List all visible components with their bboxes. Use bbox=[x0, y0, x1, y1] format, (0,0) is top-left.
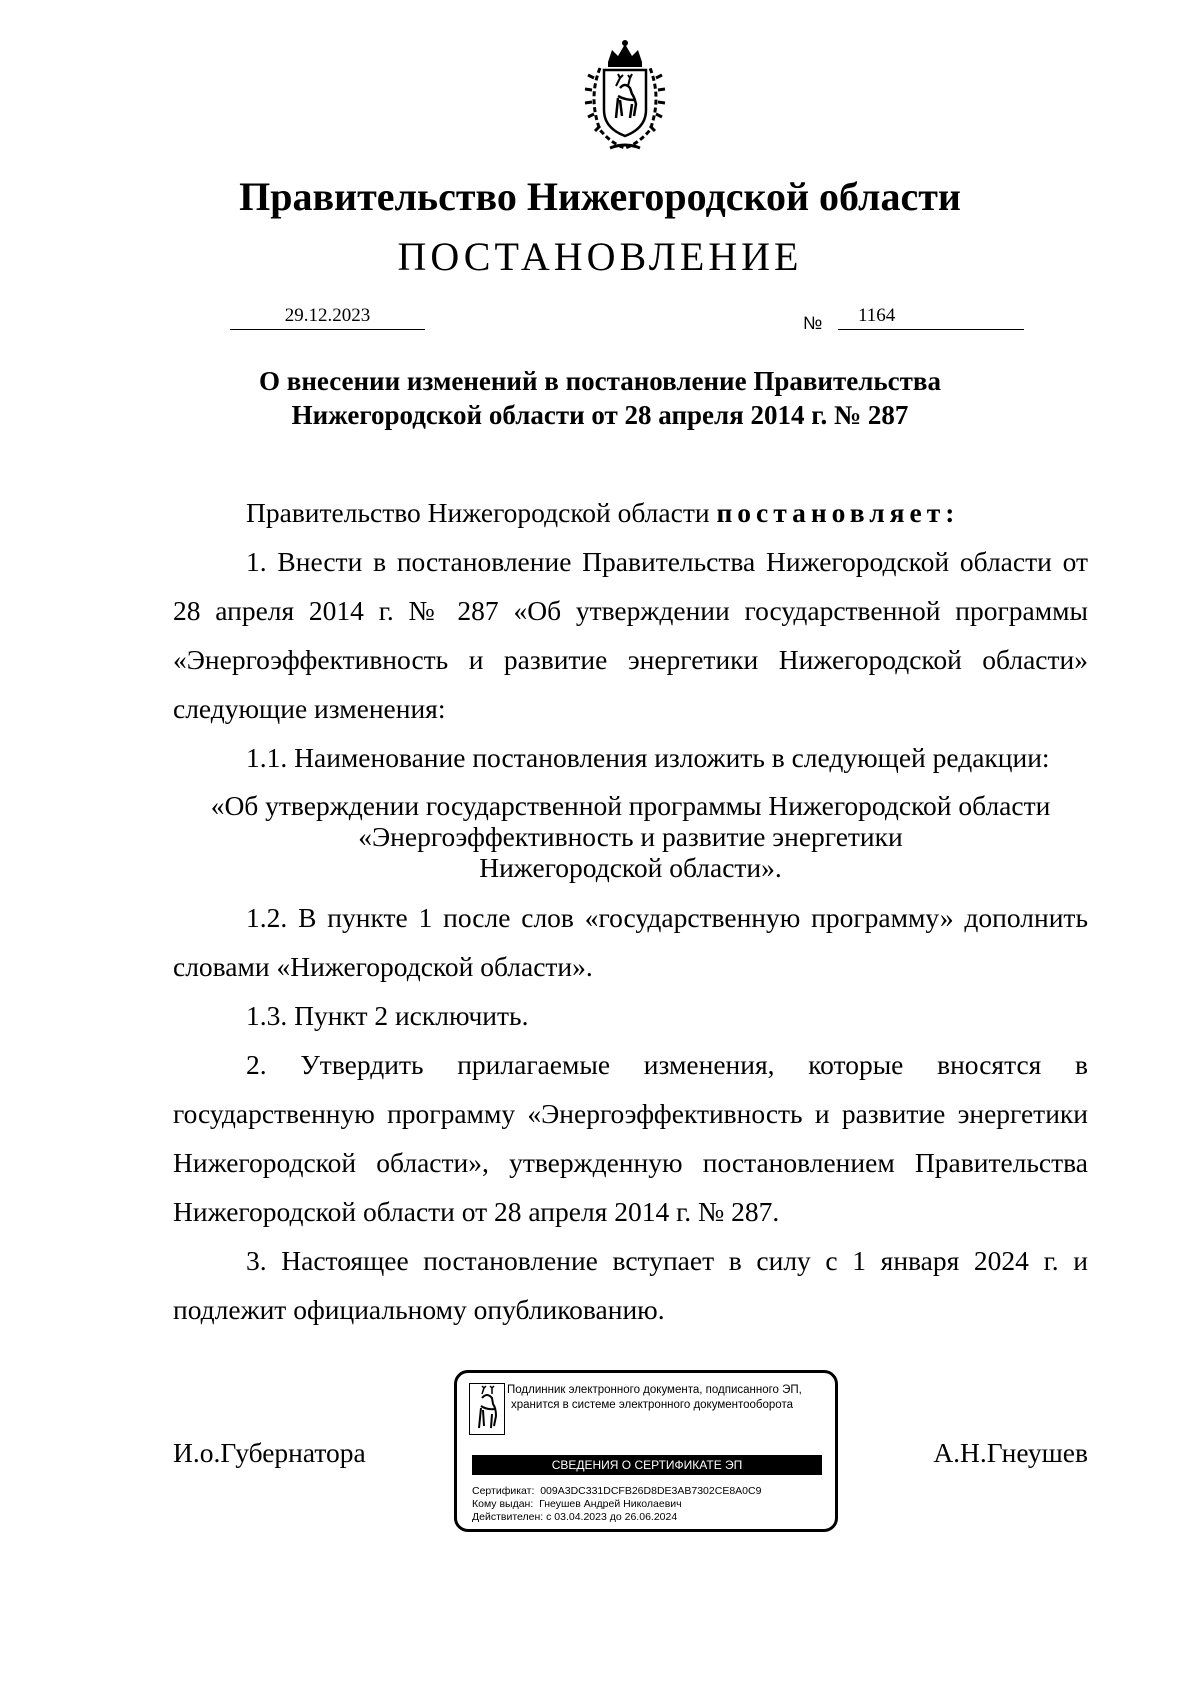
paragraph-1-2: 1.2. В пункте 1 после слов «государственную программу» дополнить словами «Нижегородской области». bbox=[173, 902, 1088, 982]
subject-line-1: О внесении изменений в постановление Правительства bbox=[259, 366, 941, 396]
document-body bbox=[173, 488, 1088, 1334]
stamp-line-2: хранится в системе электронного документооборота bbox=[511, 1399, 793, 1411]
document-subject bbox=[180, 364, 1020, 432]
stamp-header bbox=[507, 1383, 833, 1413]
validity-value: с 03.04.2023 до 26.06.2024 bbox=[546, 1511, 678, 1523]
issued-to-row bbox=[472, 1498, 832, 1511]
signatory-name: А.Н.Гнеушев bbox=[933, 1437, 1088, 1468]
quote-line-1: «Об утверждении государственной программы Нижегородской области bbox=[210, 790, 1051, 821]
quote-line-3: Нижегородской области». bbox=[479, 852, 782, 883]
issued-to-label: Кому выдан: bbox=[472, 1498, 534, 1510]
document-type: ПОСТАНОВЛЕНИЕ bbox=[397, 234, 803, 279]
certificate-details bbox=[472, 1485, 832, 1524]
subject-line-2: Нижегородской области от 28 апреля 2014 г. № 287 bbox=[291, 400, 909, 430]
new-title-quote bbox=[173, 790, 1088, 883]
document-date: 29.12.2023 bbox=[230, 303, 425, 330]
certificate-info-bar: СВЕДЕНИЯ О СЕРТИФИКАТЕ ЭП bbox=[472, 1455, 822, 1475]
coat-of-arms-icon bbox=[570, 38, 680, 156]
paragraph-1-3: 1.3. Пункт 2 исключить. bbox=[246, 1000, 529, 1031]
number-label: № bbox=[803, 313, 823, 333]
issued-to-value: Гнеушев Андрей Николаевич bbox=[539, 1498, 682, 1510]
document-number-field bbox=[838, 303, 1024, 330]
certificate-row bbox=[472, 1485, 832, 1498]
electronic-signature-stamp bbox=[454, 1370, 838, 1532]
preamble-text: Правительство Нижегородской области bbox=[246, 497, 717, 528]
validity-label: Действителен: bbox=[472, 1511, 544, 1523]
stamp-line-1: Подлинник электронного документа, подписанного ЭП, bbox=[507, 1384, 802, 1396]
deer-emblem-icon bbox=[469, 1383, 505, 1435]
certificate-value: 009A3DC331DCFB26D8DE3AB7302CE8A0C9 bbox=[540, 1485, 762, 1497]
paragraph-2: 2. Утвердить прилагаемые изменения, которые вносятся в государственную программу «Энергоэффективность и развитие энергетики Нижегородской области», утвержденную постановлением Правительства Нижегородской области от 28 апреля 2014 г. № 287. bbox=[173, 1049, 1088, 1227]
preamble-verb: постановляет: bbox=[716, 497, 960, 528]
paragraph-1: 1. Внести в постановление Правительства Нижегородской области от 28 апреля 2014 г. № 287 «Об утверждении государственной программы «Энергоэффективность и развитие энергетики Нижегородской области» следующие изменения: bbox=[173, 546, 1088, 724]
paragraph-1-1: 1.1. Наименование постановления изложить в следующей редакции: bbox=[246, 742, 1050, 773]
preamble bbox=[173, 488, 1088, 537]
signatory-position: И.о.Губернатора bbox=[173, 1437, 366, 1468]
quote-line-2: «Энергоэффективность и развитие энергетики bbox=[358, 821, 903, 852]
paragraph-3: 3. Настоящее постановление вступает в силу с 1 января 2024 г. и подлежит официальному опубликованию. bbox=[173, 1245, 1088, 1325]
certificate-label: Сертификат: bbox=[472, 1485, 535, 1497]
organization-title: Правительство Нижегородской области bbox=[239, 174, 961, 219]
document-number: 1164 bbox=[858, 305, 896, 326]
validity-row bbox=[472, 1511, 832, 1524]
